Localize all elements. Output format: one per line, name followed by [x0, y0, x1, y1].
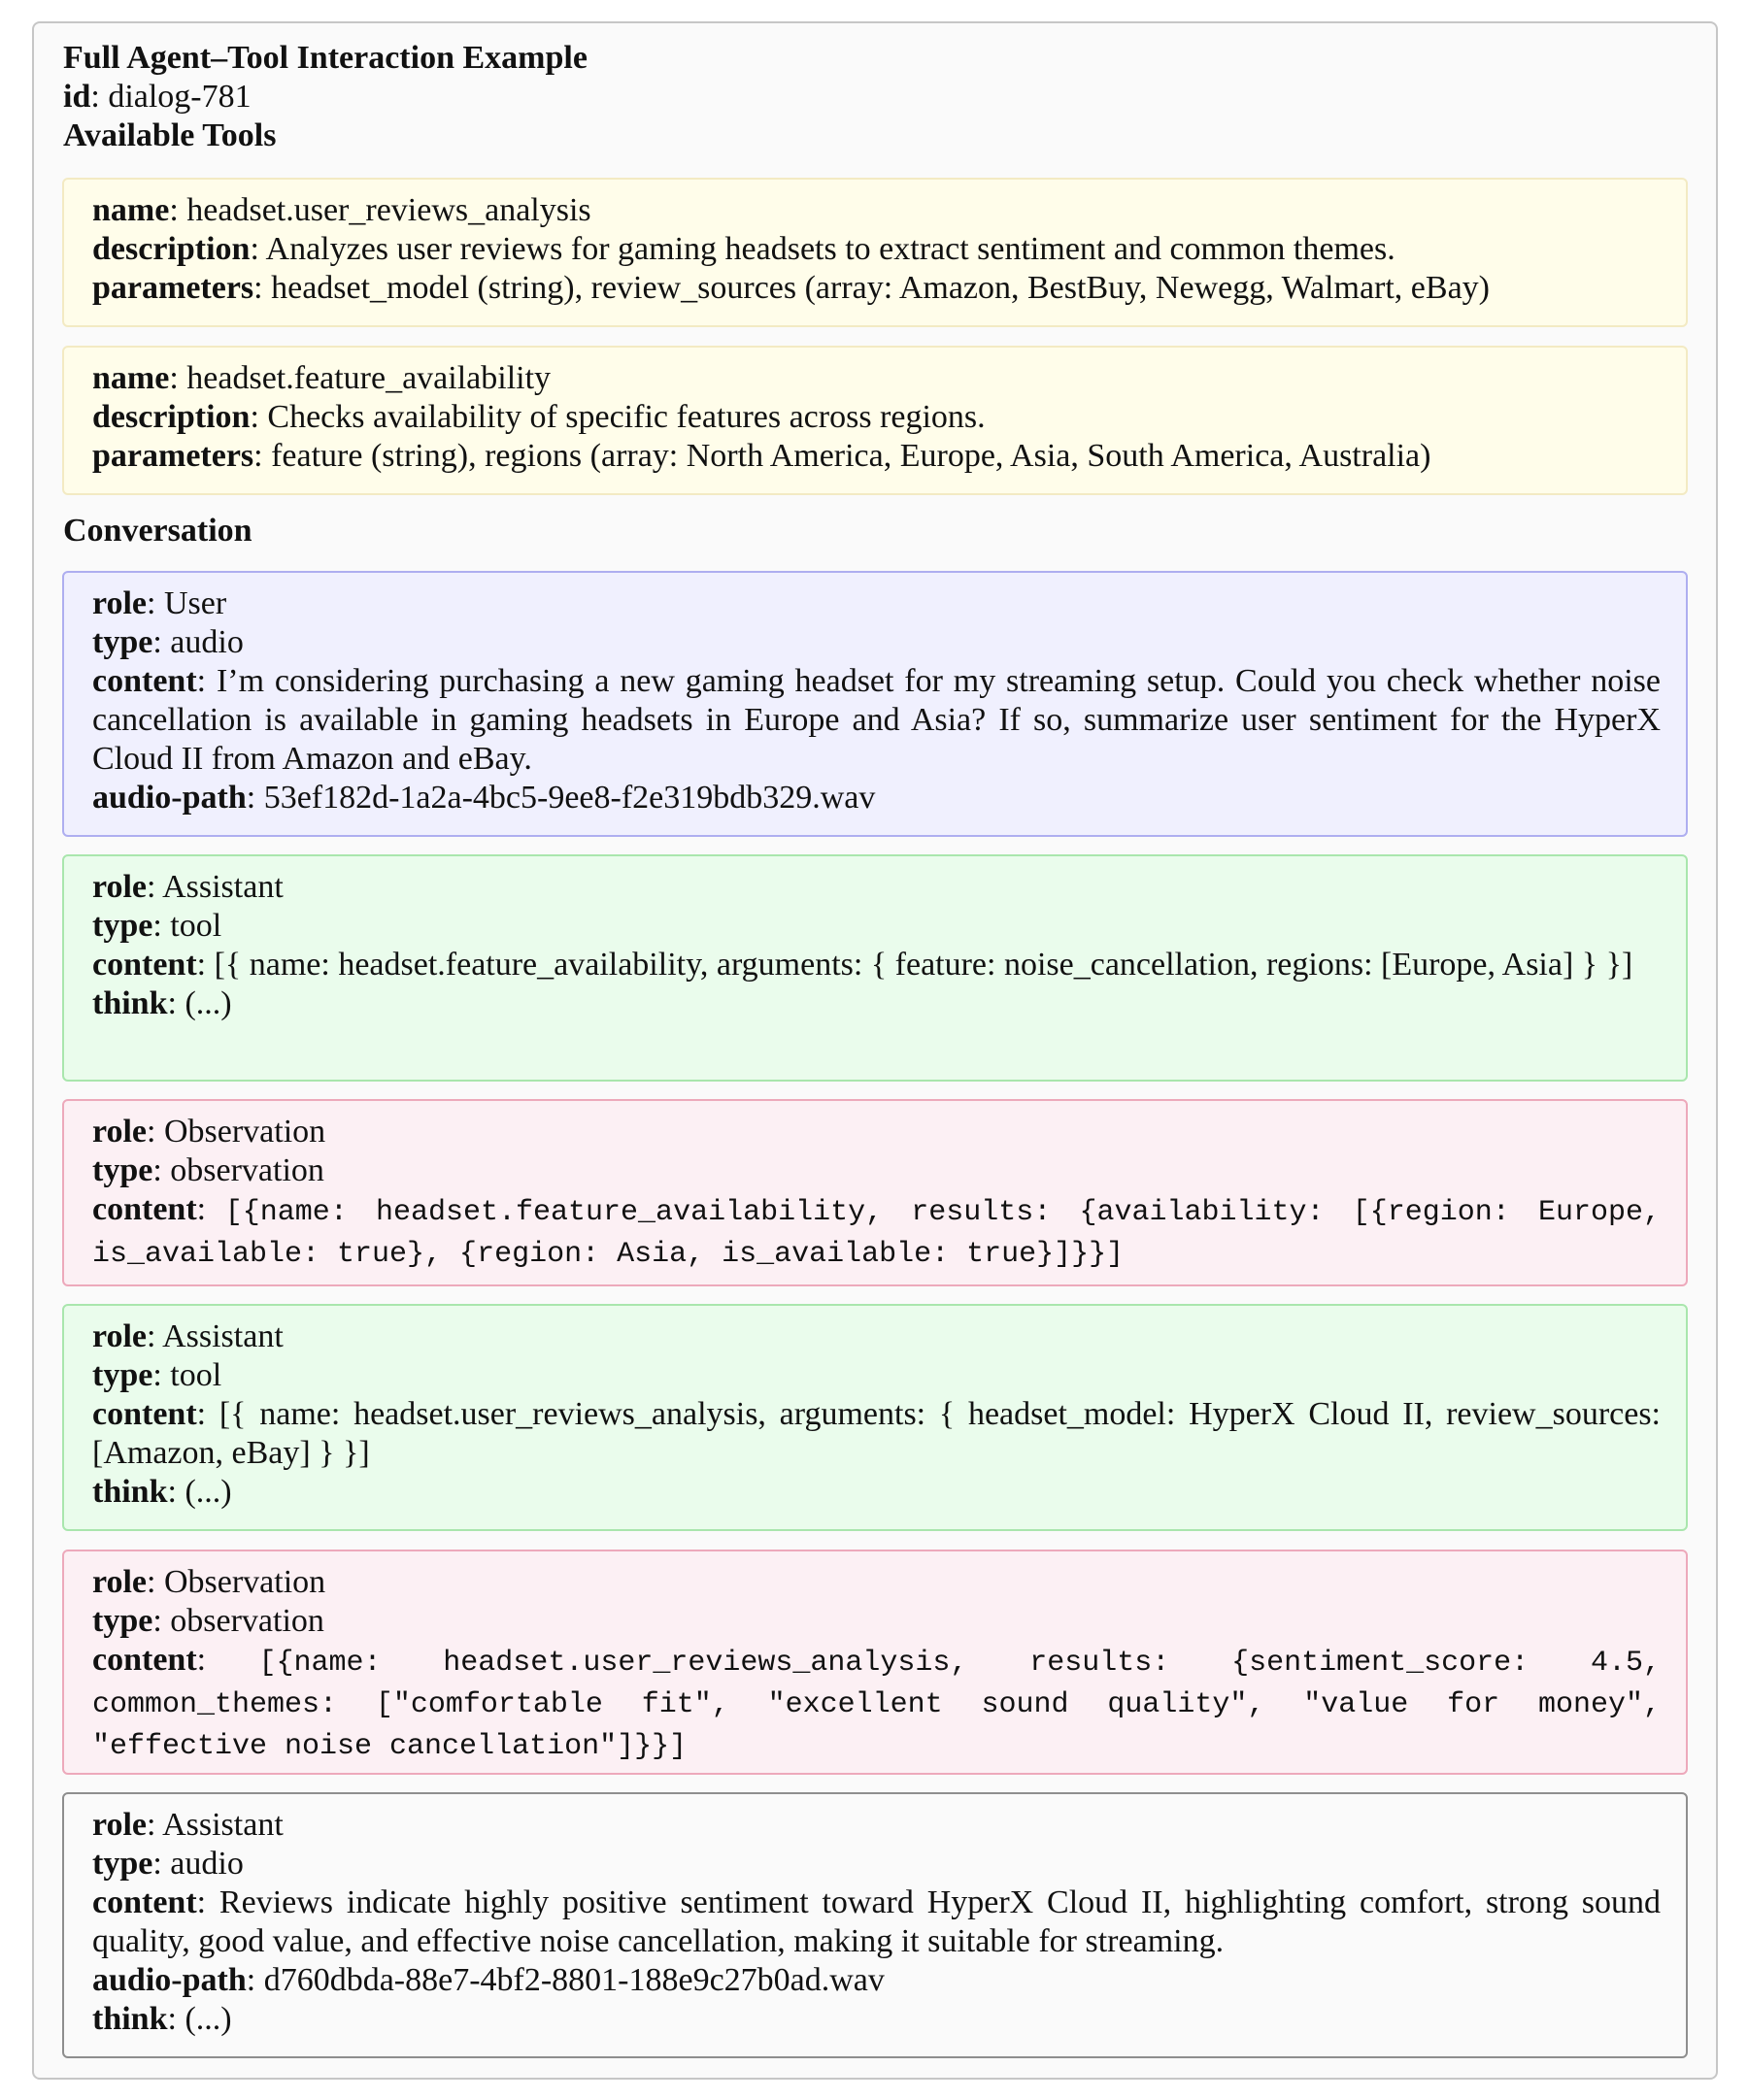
message-type: tool — [170, 1357, 222, 1393]
field-label: role — [92, 1807, 148, 1843]
tool-parameters: headset_model (string), review_sources (array: Amazon, BestBuy, Newegg, Walmart, eBay) — [271, 270, 1490, 306]
message-content-row: content: [{name: headset.feature_availability, results: {availability: [{region: Europe, is_available: true}, {region: Asia, is_available: true}]}}] — [92, 1191, 1661, 1271]
field-label: role — [92, 869, 148, 905]
message-role: User — [163, 585, 227, 621]
tool-parameters-row: parameters: feature (string), regions (array: North America, Europe, Asia, South America, Australia) — [92, 438, 1431, 474]
field-label: parameters — [92, 270, 254, 306]
field-label: role — [92, 1564, 148, 1600]
message-type: observation — [170, 1603, 324, 1639]
message-type-row: type: tool — [92, 1357, 222, 1393]
tool-name-row: name: headset.user_reviews_analysis — [92, 192, 591, 228]
field-label: content — [92, 1642, 197, 1678]
message-observation — [62, 1099, 1688, 1286]
tool-description-row: description: Analyzes user reviews for gaming headsets to extract sentiment and common themes. — [92, 231, 1395, 267]
message-type: audio — [170, 624, 244, 660]
field-label: audio-path — [92, 780, 247, 816]
tool-name-row: name: headset.feature_availability — [92, 360, 552, 396]
field-label: content — [92, 947, 197, 983]
tools-heading: Available Tools — [63, 117, 277, 153]
message-assistant-audio — [62, 1792, 1688, 2058]
audio-path: d760dbda-88e7-4bf2-8801-188e9c27b0ad.wav — [263, 1962, 885, 1998]
message-content: [{name: headset.user_reviews_analysis, results: {sentiment_score: 4.5, common_themes: ["comfortable fit", "excellent sound quality", "value for money", "effective noise cancellation"]}}] — [92, 1647, 1661, 1763]
tool-description-row: description: Checks availability of specific features across regions. — [92, 399, 986, 435]
dialog-id: id: dialog-781 — [63, 79, 252, 115]
message-role-row: role: Assistant — [92, 869, 284, 905]
message-content-row: content: [{ name: headset.user_reviews_analysis, arguments: { headset_model: HyperX Cloud II, review_sources: [Amazon, eBay] } }] — [92, 1396, 1662, 1471]
tool-parameters-row: parameters: headset_model (string), review_sources (array: Amazon, BestBuy, Newegg, Walmart, eBay) — [92, 270, 1490, 306]
tool-description: Checks availability of specific features across regions. — [267, 399, 986, 435]
field-label: description — [92, 399, 251, 435]
message-assistant-tool — [62, 1304, 1688, 1531]
field-label: type — [92, 1603, 153, 1639]
message-content: [{ name: headset.user_reviews_analysis, arguments: { headset_model: HyperX Cloud II, review_sources: [Amazon, eBay] } }] — [92, 1396, 1662, 1471]
tool-name: headset.user_reviews_analysis — [186, 192, 591, 228]
message-audio-path-row: audio-path: d760dbda-88e7-4bf2-8801-188e9c27b0ad.wav — [92, 1962, 885, 1998]
id-value: dialog-781 — [108, 79, 252, 115]
tool-name: headset.feature_availability — [186, 360, 552, 396]
message-role: Assistant — [162, 1318, 284, 1354]
field-label: name — [92, 360, 170, 396]
field-label: role — [92, 1318, 148, 1354]
message-role-row: role: Observation — [92, 1564, 326, 1600]
document-title: Full Agent–Tool Interaction Example — [63, 40, 588, 76]
message-observation — [62, 1550, 1688, 1775]
message-type-row: type: tool — [92, 908, 222, 944]
message-role: Assistant — [162, 1807, 284, 1843]
tool-description: Analyzes user reviews for gaming headsets to extract sentiment and common themes. — [265, 231, 1395, 267]
message-type-row: type: observation — [92, 1152, 324, 1188]
message-content-row: content: Reviews indicate highly positive sentiment toward HyperX Cloud II, highlighting comfort, strong sound quality, good value, and effective noise cancellation, making it suitable for streaming. — [92, 1884, 1661, 1959]
message-content-row: content: [{name: headset.user_reviews_analysis, results: {sentiment_score: 4.5, common_themes: ["comfortable fit", "excellent sound quality", "value for money", "effective noise cancellation"]}}] — [92, 1642, 1661, 1763]
message-think: (...) — [185, 2001, 232, 2037]
field-label: type — [92, 1846, 153, 1882]
message-type: observation — [170, 1152, 324, 1188]
message-type: audio — [170, 1846, 244, 1882]
field-label: content — [92, 1191, 197, 1227]
message-assistant-tool — [62, 854, 1688, 1082]
field-label: role — [92, 1114, 148, 1150]
field-label: type — [92, 908, 153, 944]
message-type: tool — [170, 908, 222, 944]
message-think: (...) — [185, 985, 232, 1021]
message-content-row: content: [{ name: headset.feature_availability, arguments: { feature: noise_cancellation, regions: [Europe, Asia] } }] — [92, 947, 1633, 983]
message-think-row: think: (...) — [92, 1474, 232, 1510]
message-type-row: type: audio — [92, 624, 244, 660]
tool-parameters: feature (string), regions (array: North America, Europe, Asia, South America, Australia) — [271, 438, 1431, 474]
field-label: type — [92, 1357, 153, 1393]
message-role-row: role: User — [92, 585, 227, 621]
field-label: audio-path — [92, 1962, 247, 1998]
message-content: Reviews indicate highly positive sentiment toward HyperX Cloud II, highlighting comfort, strong sound quality, good value, and effective noise cancellation, making it suitable for streaming. — [92, 1884, 1661, 1959]
message-content: [{name: headset.feature_availability, results: {availability: [{region: Europe, is_available: true}, {region: Asia, is_available: true}]}}] — [92, 1196, 1661, 1271]
field-label: content — [92, 1884, 197, 1920]
message-role-row: role: Assistant — [92, 1807, 284, 1843]
message-role-row: role: Assistant — [92, 1318, 284, 1354]
message-role-row: role: Observation — [92, 1114, 326, 1150]
message-think-row: think: (...) — [92, 2001, 232, 2037]
field-label: think — [92, 1474, 168, 1510]
message-type-row: type: audio — [92, 1846, 244, 1882]
field-label: parameters — [92, 438, 254, 474]
field-label: description — [92, 231, 251, 267]
field-label: type — [92, 1152, 153, 1188]
message-think-row: think: (...) — [92, 985, 232, 1021]
message-content: I’m considering purchasing a new gaming headset for my streaming setup. Could you check whether noise cancellation is available in gaming headsets in Europe and Asia? If so, summarize user sentiment for the HyperX Cloud II from Amazon and eBay. — [92, 663, 1662, 777]
audio-path: 53ef182d-1a2a-4bc5-9ee8-f2e319bdb329.wav — [263, 780, 876, 816]
tool-card — [62, 178, 1688, 327]
message-role: Observation — [163, 1564, 326, 1600]
field-label: type — [92, 624, 153, 660]
tool-card — [62, 346, 1688, 495]
message-think: (...) — [185, 1474, 232, 1510]
conversation-heading: Conversation — [63, 513, 252, 549]
message-audio-path-row: audio-path: 53ef182d-1a2a-4bc5-9ee8-f2e319bdb329.wav — [92, 780, 876, 816]
field-label: think — [92, 2001, 168, 2037]
field-label: name — [92, 192, 170, 228]
message-content-row: content: I’m considering purchasing a new gaming headset for my streaming setup. Could you check whether noise cancellation is available in gaming headsets in Europe and Asia? If so, summarize user sentiment for the HyperX Cloud II from Amazon and eBay. — [92, 663, 1662, 777]
message-user — [62, 571, 1688, 837]
field-label: role — [92, 585, 148, 621]
id-label: id — [63, 79, 91, 115]
message-role: Assistant — [162, 869, 284, 905]
message-content: [{ name: headset.feature_availability, arguments: { feature: noise_cancellation, regions: [Europe, Asia] } }] — [214, 947, 1633, 983]
field-label: content — [92, 1396, 197, 1432]
field-label: content — [92, 663, 197, 699]
field-label: think — [92, 985, 168, 1021]
message-role: Observation — [163, 1114, 326, 1150]
message-type-row: type: observation — [92, 1603, 324, 1639]
